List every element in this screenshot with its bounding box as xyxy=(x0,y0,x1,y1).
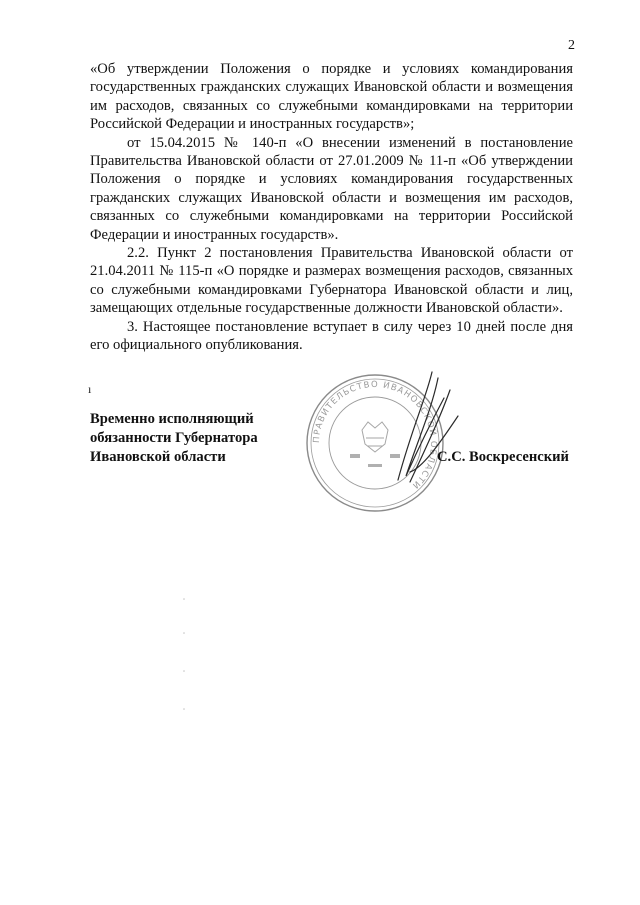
paragraph-decree-140p: от 15.04.2015 № 140-п «О внесении изменений в постановление Правительства Ивановской области от 27.01.2009 № 11-п «Об утверждении Положения о порядке и условиях командирования государственных гражданских служащих Ивановской области и возмещения им расходов, связанных со служебными командировками на территории Российской Федерации и иностранных государств». xyxy=(90,134,573,243)
scan-artifact-dots xyxy=(182,595,186,715)
seal-ring-text: ПРАВИТЕЛЬСТВО ИВАНОВСКОЙ ОБЛАСТИ xyxy=(311,379,439,491)
paragraph-decree-title-continuation: «Об утверждении Положения о порядке и условиях командирования государственных гражданских служащих Ивановской области и возмещения им расходов, связанных со служебными командировками на территории Российской Федерации и иностранных государств»; xyxy=(90,61,573,133)
page-number: 2 xyxy=(568,38,575,53)
signer-title-line: Ивановской области xyxy=(90,449,226,465)
paragraph-item-3: 3. Настоящее постановление вступает в силу через 10 дней после дня его официального опубликования. xyxy=(90,318,573,354)
document-body xyxy=(90,60,573,355)
handwritten-signature xyxy=(392,368,462,488)
signer-title xyxy=(90,410,258,467)
paragraph-item-2-2: 2.2. Пункт 2 постановления Правительства Ивановской области от 21.04.2011 № 115-п «О порядке и размерах возмещения расходов, связанных со служебными командировками Губернатора Ивановской области и лиц, замещающих отдельные государственные должности Ивановской области». xyxy=(90,245,573,317)
signer-title-line: Временно исполняющий xyxy=(90,411,254,427)
signer-name: С.С. Воскресенский xyxy=(437,449,569,465)
margin-mark: ı xyxy=(88,382,92,396)
signer-title-line: обязанности Губернатора xyxy=(90,430,258,446)
